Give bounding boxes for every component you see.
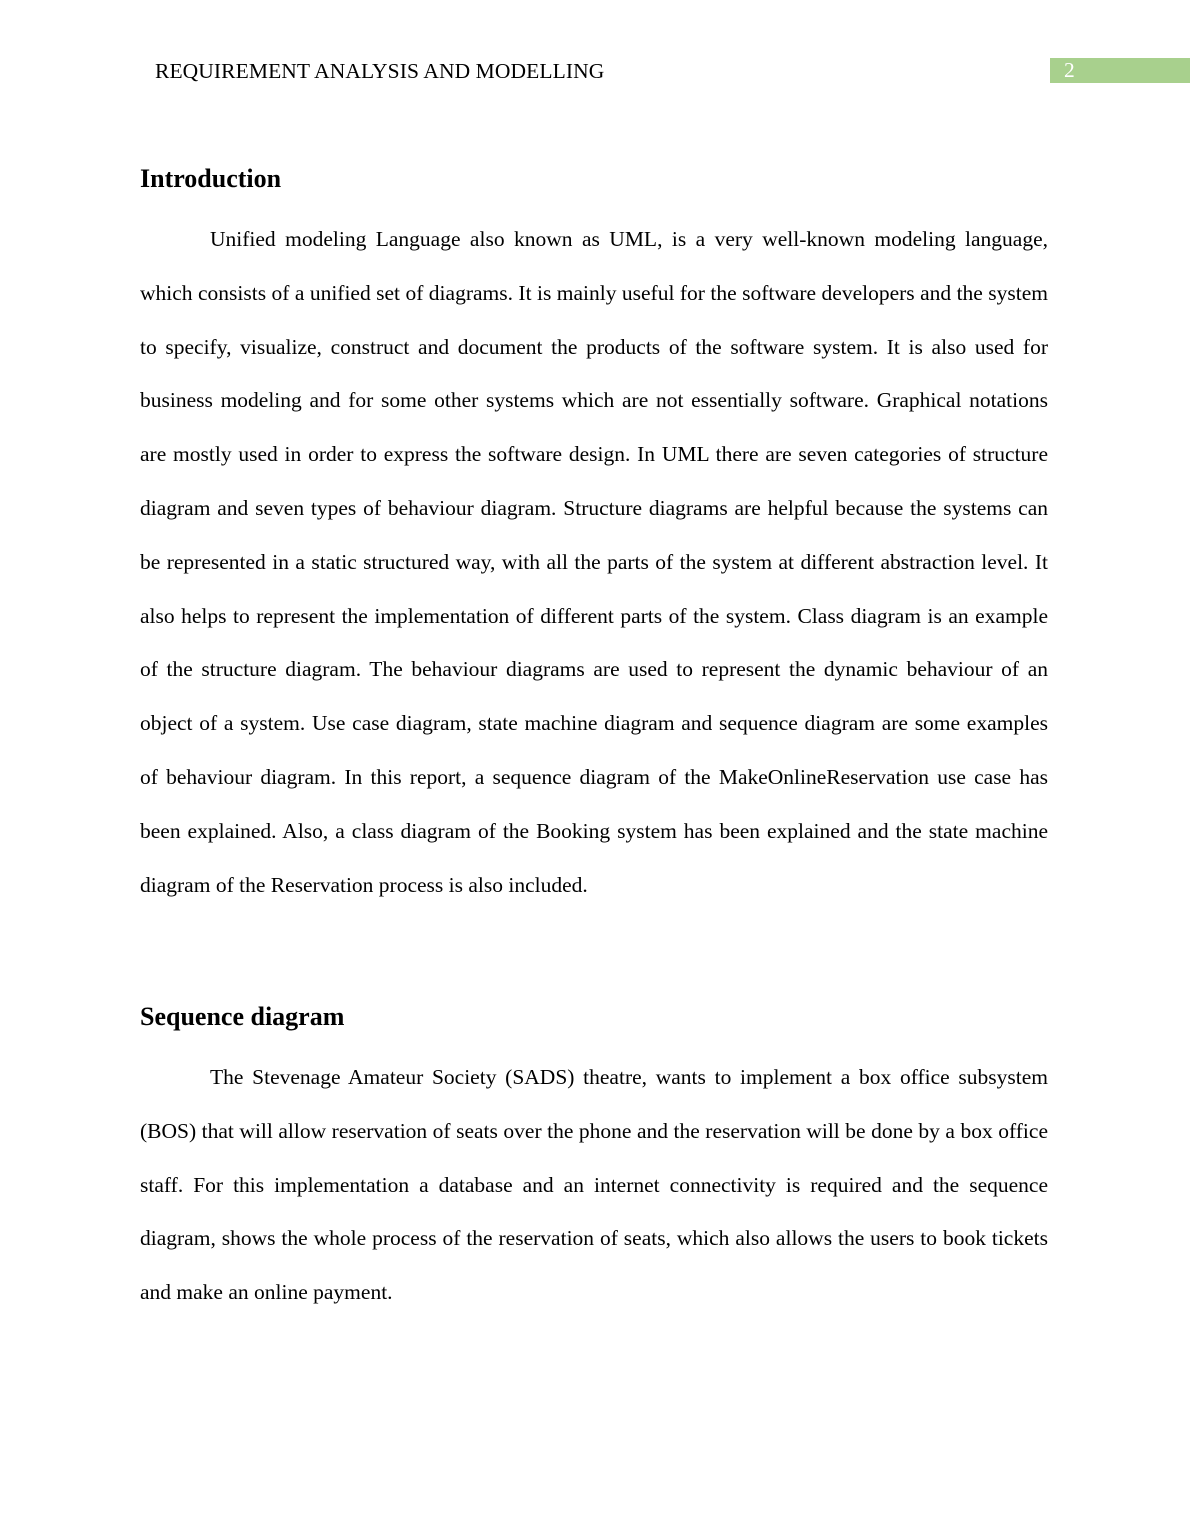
sequence-diagram-body [140, 1051, 1048, 1320]
section-heading-introduction: Introduction [140, 164, 282, 193]
page-number: 2 [1064, 58, 1075, 82]
page-number-badge [1050, 58, 1190, 83]
introduction-body [140, 213, 1048, 912]
running-header-title: REQUIREMENT ANALYSIS AND MODELLING [155, 59, 605, 83]
section-heading-sequence-diagram: Sequence diagram [140, 1002, 345, 1031]
introduction-paragraph: Unified modeling Language also known as UML, is a very well-known modeling language, which consists of a unified set of diagrams. It is mainly useful for the software developers and the system to specify, visualize, construct and document the products of the software system. It is also used for business modeling and for some other systems which are not essentially software. Graphical notations are mostly used in order to express the software design. In UML there are seven categories of structure diagram and seven types of behaviour diagram. Structure diagrams are helpful because the systems can be represented in a static structured way, with all the parts of the system at different abstraction level. It also helps to represent the implementation of different parts of the system. Class diagram is an example of the structure diagram. The behaviour diagrams are used to represent the dynamic behaviour of an object of a system. Use case diagram, state machine diagram and sequence diagram are some examples of behaviour diagram. In this report, a sequence diagram of the MakeOnlineReservation use case has been explained. Also, a class diagram of the Booking system has been explained and the state machine diagram of the Reservation process is also included. [140, 227, 1048, 897]
sequence-diagram-paragraph: The Stevenage Amateur Society (SADS) theatre, wants to implement a box office subsystem (BOS) that will allow reservation of seats over the phone and the reservation will be done by a box office staff. For this implementation a database and an internet connectivity is required and the sequence diagram, shows the whole process of the reservation of seats, which also allows the users to book tickets and make an online payment. [140, 1065, 1048, 1305]
